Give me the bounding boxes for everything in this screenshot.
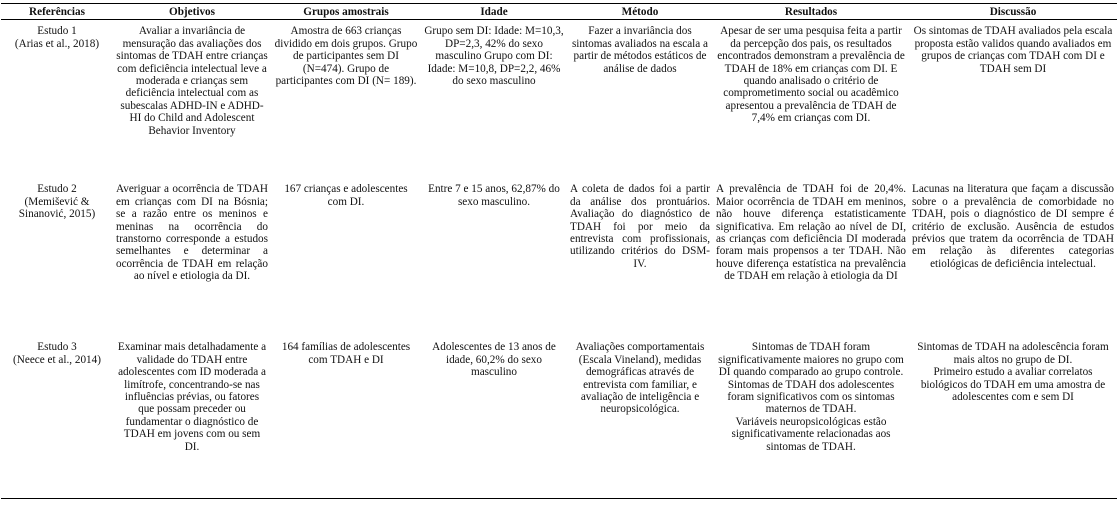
resultados-paragraph: Variáveis neuropsicológicas estão significativamente relacionadas aos sintomas de TDAH.	[731, 415, 891, 453]
cell-grupos: 164 famílias de adolescentes com TDAH e DI	[271, 341, 421, 499]
cell-metodo: A coleta de dados foi a partir da análise dos prontuários. Avaliação do diagnóstico de TDAH foi por meio da entrevista com profissionais, utilizando critérios do DSM-IV.	[570, 183, 710, 270]
header-objetivos: Objetivos	[113, 4, 271, 20]
header-metodo: Método	[567, 4, 713, 20]
study-label: Estudo 1	[37, 25, 77, 38]
cell-metodo: Fazer a invariância dos sintomas avaliados na escala a partir de métodos estáticos de análise de dados	[571, 25, 709, 75]
table-row-estudo-3	[1, 341, 1117, 499]
header-idade: Idade	[421, 4, 567, 20]
header-discussao: Discussão	[909, 4, 1117, 20]
cell-resultados: Apesar de ser uma pesquisa feita a partir da percepção dos pais, os resultados encontrados demonstram a prevalência de TDAH de 18% em crianças com DI. E quando analisado o critério de comprometimento social ou acadêmico apresentou a prevalência de TDAH de 7,4% em crianças com DI.	[717, 25, 905, 125]
table-row-estudo-1	[1, 20, 1117, 184]
cell-discussao: Lacunas na literatura que façam a discussão sobre o a prevalência de comorbidade no TDAH, pois o diagnóstico de DI sempre é critério de exclusão. Ausência de estudos prévios que tratem da ocorrência de TDAH em relação às diferentes categorias etiológicas de deficiência intelectual.	[912, 183, 1114, 270]
resultados-paragraph: Sintomas de TDAH foram significativamente maiores no grupo com DI quando comparado ao grupo controle. Sintomas de TDAH dos adolescentes foram significativos com os sintomas maternos de TDAH.	[718, 341, 904, 416]
cell-idade: Grupo sem DI: Idade: M=10,3, DP=2,3, 42% do sexo masculino Grupo com DI: Idade: M=10,8, DP=2,2, 46% do sexo masculino	[424, 25, 564, 88]
cell-referencia	[1, 183, 113, 341]
study-citation: (Arias et al., 2018)	[14, 37, 100, 50]
header-resultados: Resultados	[713, 4, 909, 20]
table-body	[1, 20, 1117, 499]
cell-metodo: Avaliações comportamentais (Escala Vineland), medidas demográficas através de entrevista com familiar, e avaliação de inteligência e neuropsicológica.	[567, 341, 713, 499]
cell-referencia	[1, 341, 113, 499]
cell-grupos: Amostra de 663 crianças dividido em dois grupos. Grupo de participantes sem DI (N=474). Grupo de participantes com DI (N= 189).	[274, 25, 418, 88]
study-citation: (Memišević & Sinanović, 2015)	[18, 195, 96, 221]
studies-table	[1, 3, 1117, 499]
cell-discussao: Os sintomas de TDAH avaliados pela escala proposta estão validos quando avaliados em grupos de crianças com TDAH com DI e TDAH sem DI	[913, 25, 1113, 75]
cell-idade: Adolescentes de 13 anos de idade, 60,2% do sexo masculino	[421, 341, 567, 499]
header-referencias: Referências	[1, 4, 113, 20]
study-label: Estudo 3	[37, 341, 77, 354]
discussao-paragraph: Primeiro estudo a avaliar correlatos biológicos do TDAH em uma amostra de adolescentes com e sem DI	[920, 366, 1106, 404]
table-header	[1, 4, 1117, 20]
study-label: Estudo 2	[37, 183, 77, 196]
cell-objetivos: Examinar mais detalhadamente a validade do TDAH entre adolescentes com ID moderada a limítrofe, concentrando-se nas influências prévias, ou fatores que possam preceder ou fundamentar o diagnóstico de TDAH em jovens com ou sem DI.	[113, 341, 271, 499]
table-row-estudo-2	[1, 183, 1117, 341]
cell-referencia	[1, 20, 113, 184]
discussao-paragraph: Sintomas de TDAH na adolescência foram mais altos no grupo de DI.	[917, 341, 1109, 366]
cell-resultados	[713, 341, 909, 499]
cell-grupos: 167 crianças e adolescentes com DI.	[284, 183, 408, 208]
cell-discussao	[909, 341, 1117, 499]
cell-idade: Entre 7 e 15 anos, 62,87% do sexo masculino.	[428, 183, 560, 208]
cell-resultados: A prevalência de TDAH foi de 20,4%. Maior ocorrência de TDAH em meninos, não houve diferença estatisticamente significativa. Em relação ao nível de DI, as crianças com deficiência DI moderada foram mais propensos a ter TDAH. Não houve diferença estatística na prevalência de TDAH em relação à etiologia da DI	[716, 183, 906, 283]
cell-objetivos: Avaliar a invariância de mensuração das avaliações dos sintomas de TDAH entre crianças com deficiência intelectual leve a moderada e crianças sem deficiência intelectual com as subescalas ADHD-IN e ADHD-HI do Child and Adolescent Behavior Inventory	[116, 25, 268, 137]
header-grupos-amostrais: Grupos amostrais	[271, 4, 421, 20]
header-row	[1, 4, 1117, 20]
study-citation: (Neece et al., 2014)	[13, 353, 101, 366]
cell-objetivos: Averiguar a ocorrência de TDAH em crianças com DI na Bósnia; se a razão entre os meninos e meninas na ocorrência do transtorno corresponde a estudos semelhantes e determinar a ocorrência de TDAH em relação ao nível e etiologia da DI.	[116, 183, 268, 283]
